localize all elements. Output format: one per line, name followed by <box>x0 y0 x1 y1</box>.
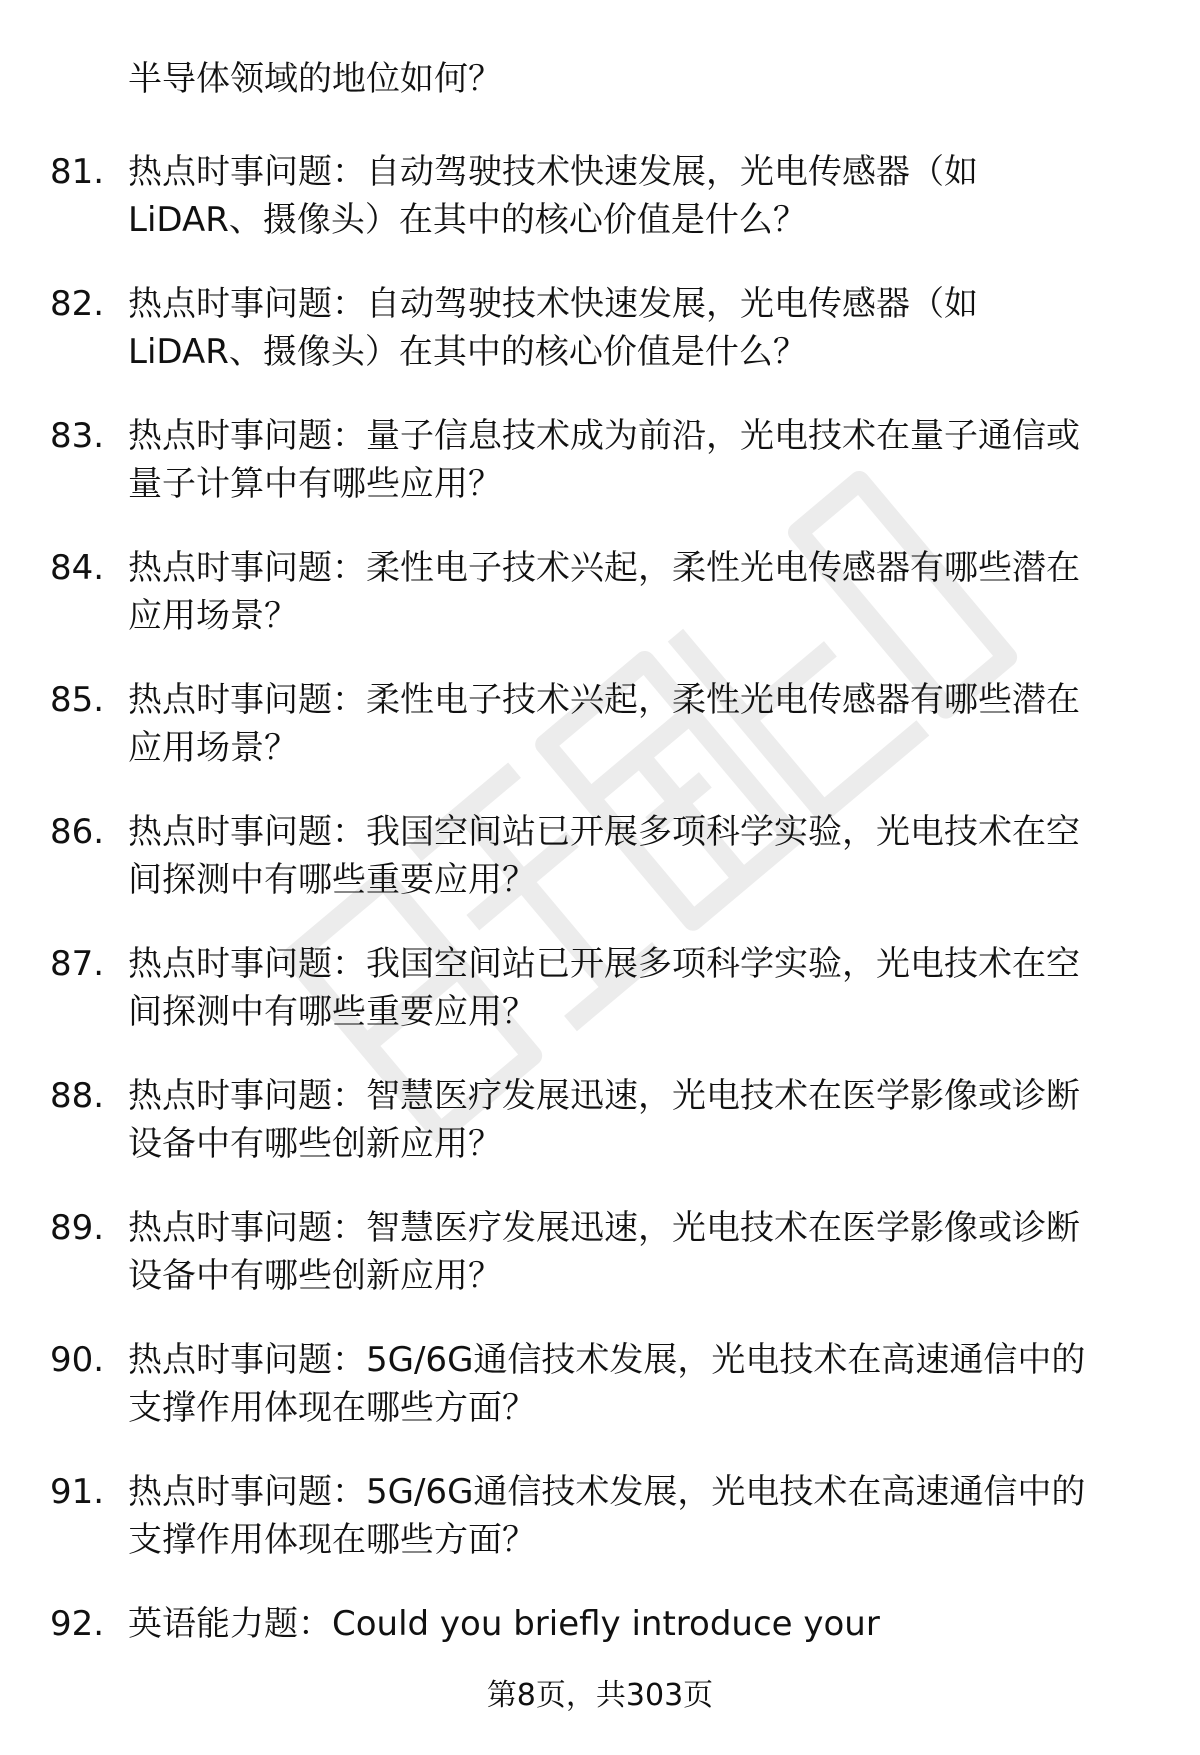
question-line: 应用场景？ <box>128 728 298 768</box>
question-line: LiDAR、摄像头）在其中的核心价值是什么？ <box>128 200 807 240</box>
question-line: 热点时事问题：量子信息技术成为前沿，光电技术在量子通信或 <box>128 416 1080 456</box>
question-item <box>0 660 1200 792</box>
question-number: 86. <box>50 812 105 852</box>
question-number: 81. <box>50 152 105 192</box>
question-line: 热点时事问题：我国空间站已开展多项科学实验，光电技术在空 <box>128 944 1080 984</box>
question-line: 应用场景？ <box>128 596 298 636</box>
question-line: 热点时事问题：5G/6G通信技术发展，光电技术在高速通信中的 <box>128 1472 1086 1512</box>
question-line: 热点时事问题：自动驾驶技术快速发展，光电传感器（如 <box>128 152 978 192</box>
question-item <box>0 396 1200 528</box>
question-number: 84. <box>50 548 105 588</box>
question-item <box>0 264 1200 396</box>
question-number: 91. <box>50 1472 105 1512</box>
question-number: 88. <box>50 1076 105 1116</box>
question-line: 热点时事问题：智慧医疗发展迅速，光电技术在医学影像或诊断 <box>128 1076 1080 1116</box>
question-text <box>128 1600 1148 1648</box>
question-number: 83. <box>50 416 105 456</box>
question-text <box>128 1336 1148 1432</box>
question-line: 支撑作用体现在哪些方面？ <box>128 1388 536 1428</box>
question-line: 设备中有哪些创新应用？ <box>128 1124 502 1164</box>
question-line: 支撑作用体现在哪些方面？ <box>128 1520 536 1560</box>
question-text <box>128 940 1148 1036</box>
question-text <box>128 280 1148 376</box>
question-line: 热点时事问题：我国空间站已开展多项科学实验，光电技术在空 <box>128 812 1080 852</box>
question-line: 间探测中有哪些重要应用？ <box>128 992 536 1032</box>
question-line: 热点时事问题：柔性电子技术兴起，柔性光电传感器有哪些潜在 <box>128 680 1080 720</box>
question-text <box>128 1468 1148 1564</box>
question-text <box>128 808 1148 904</box>
question-number: 90. <box>50 1340 105 1380</box>
question-item <box>0 1320 1200 1452</box>
question-list <box>0 132 1200 1716</box>
question-text <box>128 676 1148 772</box>
question-number: 87. <box>50 944 105 984</box>
question-text <box>128 148 1148 244</box>
question-number: 89. <box>50 1208 105 1248</box>
question-item <box>0 528 1200 660</box>
question-number: 82. <box>50 284 105 324</box>
question-line: 量子计算中有哪些应用？ <box>128 464 502 504</box>
question-item <box>0 924 1200 1056</box>
question-line: LiDAR、摄像头）在其中的核心价值是什么？ <box>128 332 807 372</box>
question-text <box>128 1072 1148 1168</box>
question-line: 英语能力题：Could you briefly introduce your <box>128 1604 880 1644</box>
question-line: 热点时事问题：智慧医疗发展迅速，光电技术在医学影像或诊断 <box>128 1208 1080 1248</box>
continued-question-text: 半导体领域的地位如何？ <box>128 59 502 99</box>
question-text <box>128 412 1148 508</box>
question-text <box>128 544 1148 640</box>
question-item <box>0 792 1200 924</box>
question-item <box>0 1056 1200 1188</box>
question-text <box>128 1204 1148 1300</box>
question-item <box>0 1188 1200 1320</box>
question-line: 热点时事问题：5G/6G通信技术发展，光电技术在高速通信中的 <box>128 1340 1086 1380</box>
question-item <box>0 132 1200 264</box>
question-item <box>0 1452 1200 1584</box>
question-line: 热点时事问题：自动驾驶技术快速发展，光电传感器（如 <box>128 284 978 324</box>
question-line: 设备中有哪些创新应用？ <box>128 1256 502 1296</box>
question-line: 间探测中有哪些重要应用？ <box>128 860 536 900</box>
page-footer: 第8页，共303页 <box>486 1678 714 1713</box>
question-line: 热点时事问题：柔性电子技术兴起，柔性光电传感器有哪些潜在 <box>128 548 1080 588</box>
question-number: 92. <box>50 1604 105 1644</box>
question-number: 85. <box>50 680 105 720</box>
